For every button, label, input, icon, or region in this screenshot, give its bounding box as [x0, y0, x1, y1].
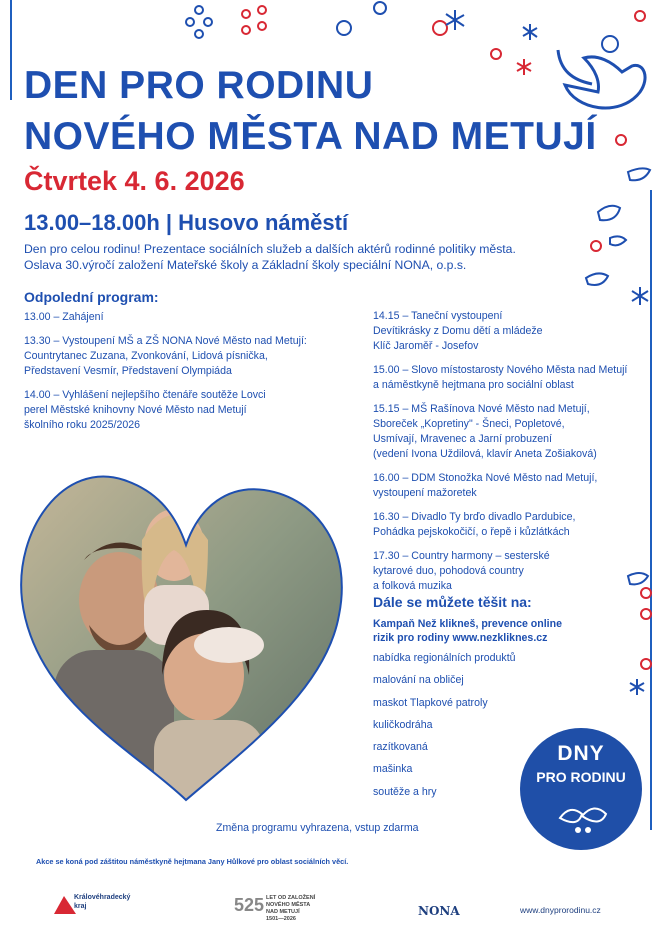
family-photo-image [14, 450, 359, 810]
program-item: 16.00 – DDM Stonožka Nové Město nad Metují, vystoupení mažoretek [373, 472, 598, 499]
program-item: 17.30 – Country harmony – sesterské kytarové duo, pohodová country a folková muzika [373, 550, 550, 592]
campaign-line-2: rizik pro rodiny www.nezkliknes.cz [373, 632, 548, 644]
anniversary-logo [234, 895, 334, 931]
program-change-note: Změna programu vyhrazena, vstup zdarma [216, 822, 419, 834]
kraj-name-line-2: kraj [74, 903, 87, 910]
anniversary-line-1: LET OD ZALOŽENÍ [266, 895, 316, 901]
website-url[interactable]: www.dnyprorodinu.cz [520, 905, 601, 915]
intro-text [24, 241, 584, 273]
program-left-column [24, 310, 354, 442]
list-item: maskot Tlapkové patroly [373, 696, 488, 709]
list-item: soutěže a hry [373, 785, 437, 798]
list-item: mašinka [373, 763, 413, 776]
list-item: malování na obličej [373, 674, 464, 687]
kraj-name-line-1: Královéhradecký [74, 894, 131, 901]
extras-list [373, 652, 516, 808]
program-item: 13.30 – Vystoupení MŠ a ZŠ NONA Nové Město nad Metují: Countrytanec Zuzana, Zvonkování, Lidová písnička, Představení Vesmír, Představení Olympiáda [24, 335, 307, 377]
extras-campaign [373, 617, 613, 645]
event-date: Čtvrtek 4. 6. 2026 [24, 166, 245, 196]
badge-line-1: DNY [557, 742, 605, 765]
list-item: razítkovaná [373, 741, 428, 754]
title-line-2: NOVÉHO MĚSTA NAD METUJÍ [24, 115, 597, 158]
program-item: 14.00 – Vyhlášení nejlepšího čtenáře soutěže Lovci perel Městské knihovny Nové Město nad Metují školního roku 2025/2026 [24, 389, 266, 431]
intro-line-1: Den pro celou rodinu! Prezentace sociálních služeb a dalších aktérů rodinné politiky města. [24, 242, 516, 256]
program-heading: Odpolední program: [24, 289, 159, 305]
nona-logo [418, 902, 460, 920]
program-item: 16.30 – Divadlo Ty brďo divadlo Pardubice, Pohádka pejskokočičí, o řepě i kůzlátkách [373, 511, 576, 538]
extras-heading: Dále se můžete těšit na: [373, 594, 532, 610]
list-item: nabídka regionálních produktů [373, 652, 516, 664]
program-item: 15.00 – Slovo místostarosty Nového Města nad Metují a náměstkyně hejtmana pro sociální oblast [373, 364, 628, 391]
program-item: 15.15 – MŠ Rašínova Nové Město nad Metují, Sboreček „Kopretiny" - Šneci, Popletové, Usmívají, Mravenec a Jarní probuzení (vedení Ivona Uždilová, klavír Aneta Zošiaková) [373, 403, 597, 460]
kraj-logo [52, 890, 132, 920]
list-item: kuličkodráha [373, 718, 433, 731]
anniversary-years: 1501—2026 [266, 916, 296, 922]
program-item: 14.15 – Taneční vystoupení Devítikrásky z Domu dětí a mládeže Klíč Jaroměř - Josefov [373, 310, 543, 352]
program-item: 13.00 – Zahájení [24, 311, 104, 323]
birds-icon [552, 796, 612, 836]
nona-wordmark: NONA [418, 904, 460, 918]
patronage-note: Akce se koná pod záštitou náměstkyně hejtmana Jany Hůlkové pro oblast sociálních věcí. [36, 857, 349, 866]
program-right-column [373, 309, 648, 603]
badge-line-2: PRO RODINU [536, 769, 626, 785]
intro-line-2: Oslava 30.výročí založení Mateřské školy a Základní školy speciální NONA, o.p.s. [24, 258, 467, 272]
dny-pro-rodinu-badge [520, 728, 642, 850]
event-time-place: 13.00–18.00h | Husovo náměstí [24, 210, 349, 235]
anniversary-line-2: NOVÉHO MĚSTA [266, 902, 311, 908]
campaign-line-1: Kampaň Než klikneš, prevence online [373, 618, 562, 630]
family-photo-heart [14, 450, 359, 815]
title-line-1: DEN PRO RODINU [24, 64, 374, 107]
anniversary-number: 525 [234, 895, 265, 915]
anniversary-line-3: NAD METUJÍ [266, 909, 300, 915]
